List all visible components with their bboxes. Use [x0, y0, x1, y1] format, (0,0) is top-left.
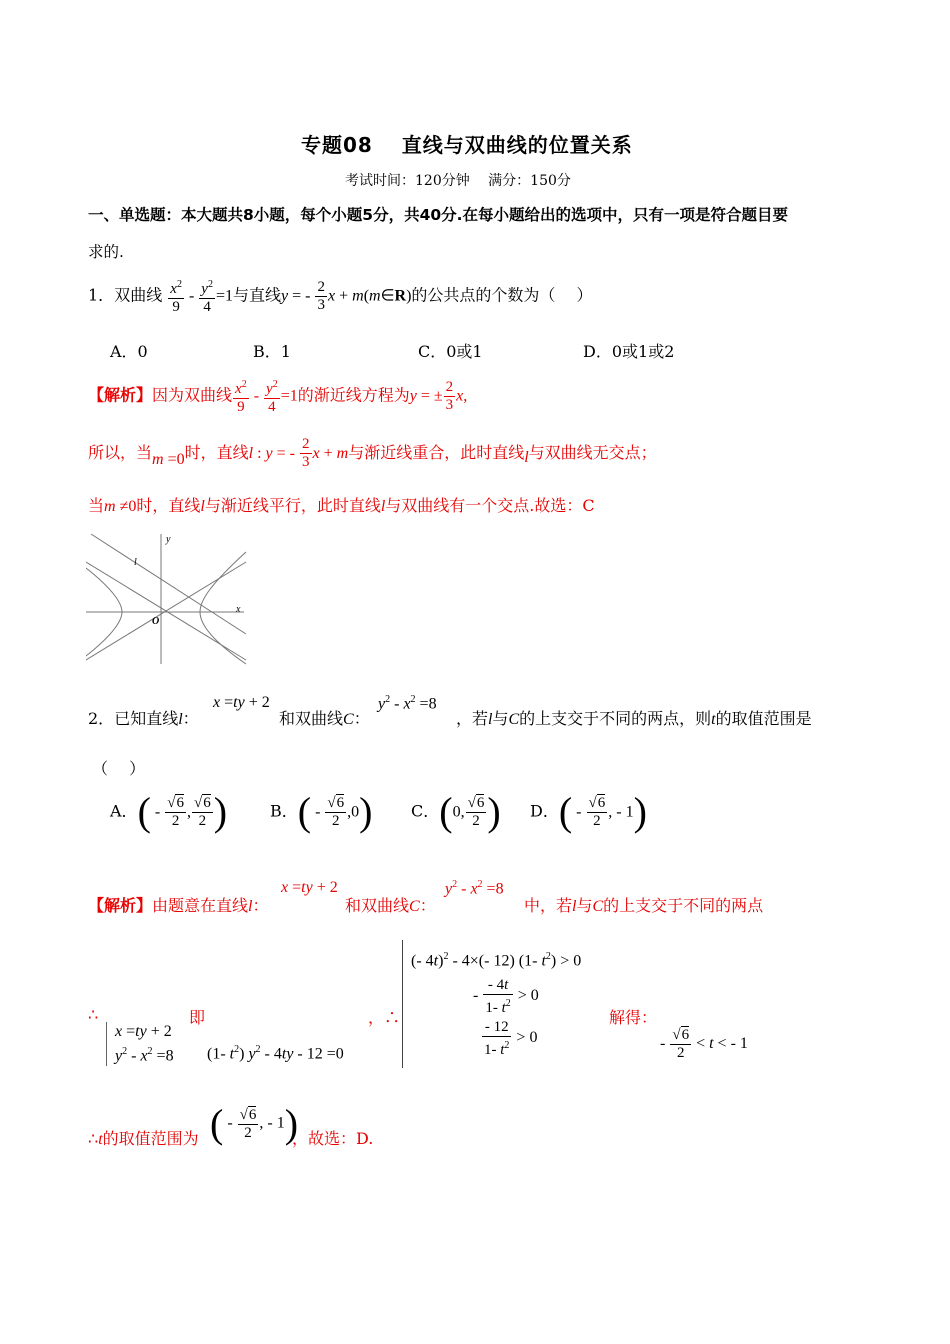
comma-therefore: ，∴ [368, 1008, 401, 1027]
sol-text: 和双曲线 [345, 896, 410, 915]
page-title: 专题08 直线与双曲线的位置关系 [301, 133, 633, 157]
q2-sol-text-mid: 和双曲线C： [345, 896, 436, 915]
line-l [91, 534, 246, 634]
option-label: D． [530, 801, 559, 821]
q2-sol-hyperbola-eq: $y^2 - x^2 =8$ [445, 879, 504, 898]
q1-option-b[interactable]: B．1 [253, 342, 291, 361]
sol-text: 与双曲线有一个交点.故选：C [385, 496, 595, 515]
q2-blank: （ ） [92, 759, 146, 778]
q2-hyperbola-eq: $y^2 - x^2 =8$ [378, 694, 437, 713]
q2-sol-line-eq: x =ty + 2 [281, 879, 338, 896]
sol-text: 时，直线 [184, 443, 249, 462]
q1-text: 双曲线 [114, 285, 163, 305]
sol-text: 的取值范围为 [102, 1129, 199, 1148]
sol-text: 因为双曲线 [152, 385, 233, 405]
option-label: C． [411, 801, 440, 821]
sol-text: 与渐近线平行，此时直线 [204, 496, 381, 515]
sol-text: 与 [576, 896, 593, 915]
system-1: x =ty + 2 $y^2 - x^2 =8$ [106, 1022, 174, 1066]
sol-text: 所以，当 [88, 443, 153, 462]
sol-text: 与渐近线重合，此时直线 [348, 443, 525, 462]
q2-option-a[interactable]: A．( - $\frac{√6}{2}$ , $\frac{√6}{2}$ ) [110, 789, 228, 834]
sol-text: 中，若 [524, 896, 573, 915]
l-label: l [134, 557, 137, 568]
ji-text: 即 [189, 1008, 206, 1027]
section-heading: 一、单选题：本大题共8小题，每个小题5分，共40分.在每小题给出的选项中，只有一项是符合题目要 [88, 206, 789, 224]
q2-number: 2． [88, 709, 115, 728]
quadratic-eq: (1- $t^2$) $y^2 - 4ty - 12 =0$ [207, 1044, 344, 1063]
final-answer: ∴t的取值范围为 [88, 1129, 199, 1148]
q1-option-a[interactable]: A．0 [110, 342, 148, 361]
sol-text: ∴ [88, 1129, 99, 1148]
q1-option-c[interactable]: C．0或1 [418, 342, 483, 361]
solution-tag: 【解析】 [88, 896, 153, 915]
q2-text: 与 [492, 709, 509, 728]
origin-label: O [152, 616, 160, 627]
q2-text-mid: 和双曲线C： [279, 709, 370, 728]
q2-text-end: ，若l与C的上支交于不同的两点，则t的取值范围是 [456, 709, 812, 728]
q2-text: ，若 [456, 709, 489, 728]
q2-option-b[interactable]: B．( - $\frac{√6}{2}$ ,0) [270, 789, 373, 834]
option-label: B． [270, 801, 298, 821]
q1-text: 与直线 [233, 285, 282, 305]
q1-option-d[interactable]: D．0或1或2 [583, 342, 675, 361]
q2-text: 和双曲线 [279, 709, 344, 728]
sol-text: 当 [88, 496, 105, 515]
jiede-text: 解得： [609, 1008, 658, 1027]
option-label: A． [110, 801, 138, 821]
question-2: 2．已知直线l： [88, 709, 199, 728]
q2-text: 已知直线 [114, 709, 179, 728]
q1-solution-line3: 当m ≠0时，直线l与渐近线平行，此时直线l与双曲线有一个交点.故选：C [88, 496, 595, 515]
sol-text: 的渐近线方程为 [297, 385, 410, 405]
x-label: x [236, 604, 241, 615]
solution-inequality: - $\frac{√6}{2}$ < t < - 1 [660, 1027, 748, 1061]
hyperbola-graph [86, 532, 250, 666]
q2-text: 的取值范围是 [715, 709, 812, 728]
exam-info: 考试时间：120分钟 满分：150分 [345, 173, 571, 189]
system-2: (- 4t)$^2$ - 4×(- 12) (1- $t^2) > 0$ - $\frac{- 4t}{1- t^2}$ > 0 $\frac{- 12}{1- t^2}$ > 0 [402, 940, 581, 1068]
q1-solution-line2: 所以，当m =0时，直线l : y = - $\frac{2}{3}$ x + m与渐近线重合，此时直线l与双曲线无交点； [88, 436, 657, 470]
q1-solution-line1: 【解析】因为双曲线 $\frac{x^2}{9}$ - $\frac{y^2}{4}$ =1的渐近线方程为y = ± $\frac{2}{3}$ x, [88, 376, 467, 416]
q1-number: 1． [88, 285, 115, 305]
q2-text: 的上支交于不同的两点，则 [519, 709, 712, 728]
therefore-symbol: ∴ [88, 1005, 99, 1024]
q2-option-c[interactable]: C．(0, $\frac{√6}{2}$ ) [411, 789, 501, 834]
section-heading-cont: 求的. [88, 243, 124, 261]
q2-sol-text-end: 中，若l与C的上支交于不同的两点 [524, 896, 764, 915]
q2-option-d[interactable]: D．( - $\frac{√6}{2}$ , - 1) [530, 789, 647, 834]
y-label: y [166, 534, 171, 545]
solution-tag: 【解析】 [88, 385, 153, 405]
sol-text: 由题意在直线 [152, 896, 249, 915]
q2-line-eq: x =ty + 2 [213, 694, 270, 711]
sol-text: 的上支交于不同的两点 [603, 896, 764, 915]
sol-text: 时，直线 [136, 496, 201, 515]
final-interval: ( - $\frac{√6}{2}$ , - 1) [210, 1101, 299, 1146]
question-1: 1．双曲线 $\frac{x^2}{9}$ - $\frac{y^2}{4}$ =1与直线y = - $\frac{2}{3}$ x + m(m∈R)的公共点的个数为（ ） [88, 276, 593, 316]
q1-text: 的公共点的个数为（ ） [411, 285, 593, 305]
final-choice: ，故选：D. [292, 1129, 374, 1148]
q2-solution-line1: 【解析】由题意在直线l： [88, 896, 269, 915]
sol-text: 与双曲线无交点； [528, 443, 657, 462]
